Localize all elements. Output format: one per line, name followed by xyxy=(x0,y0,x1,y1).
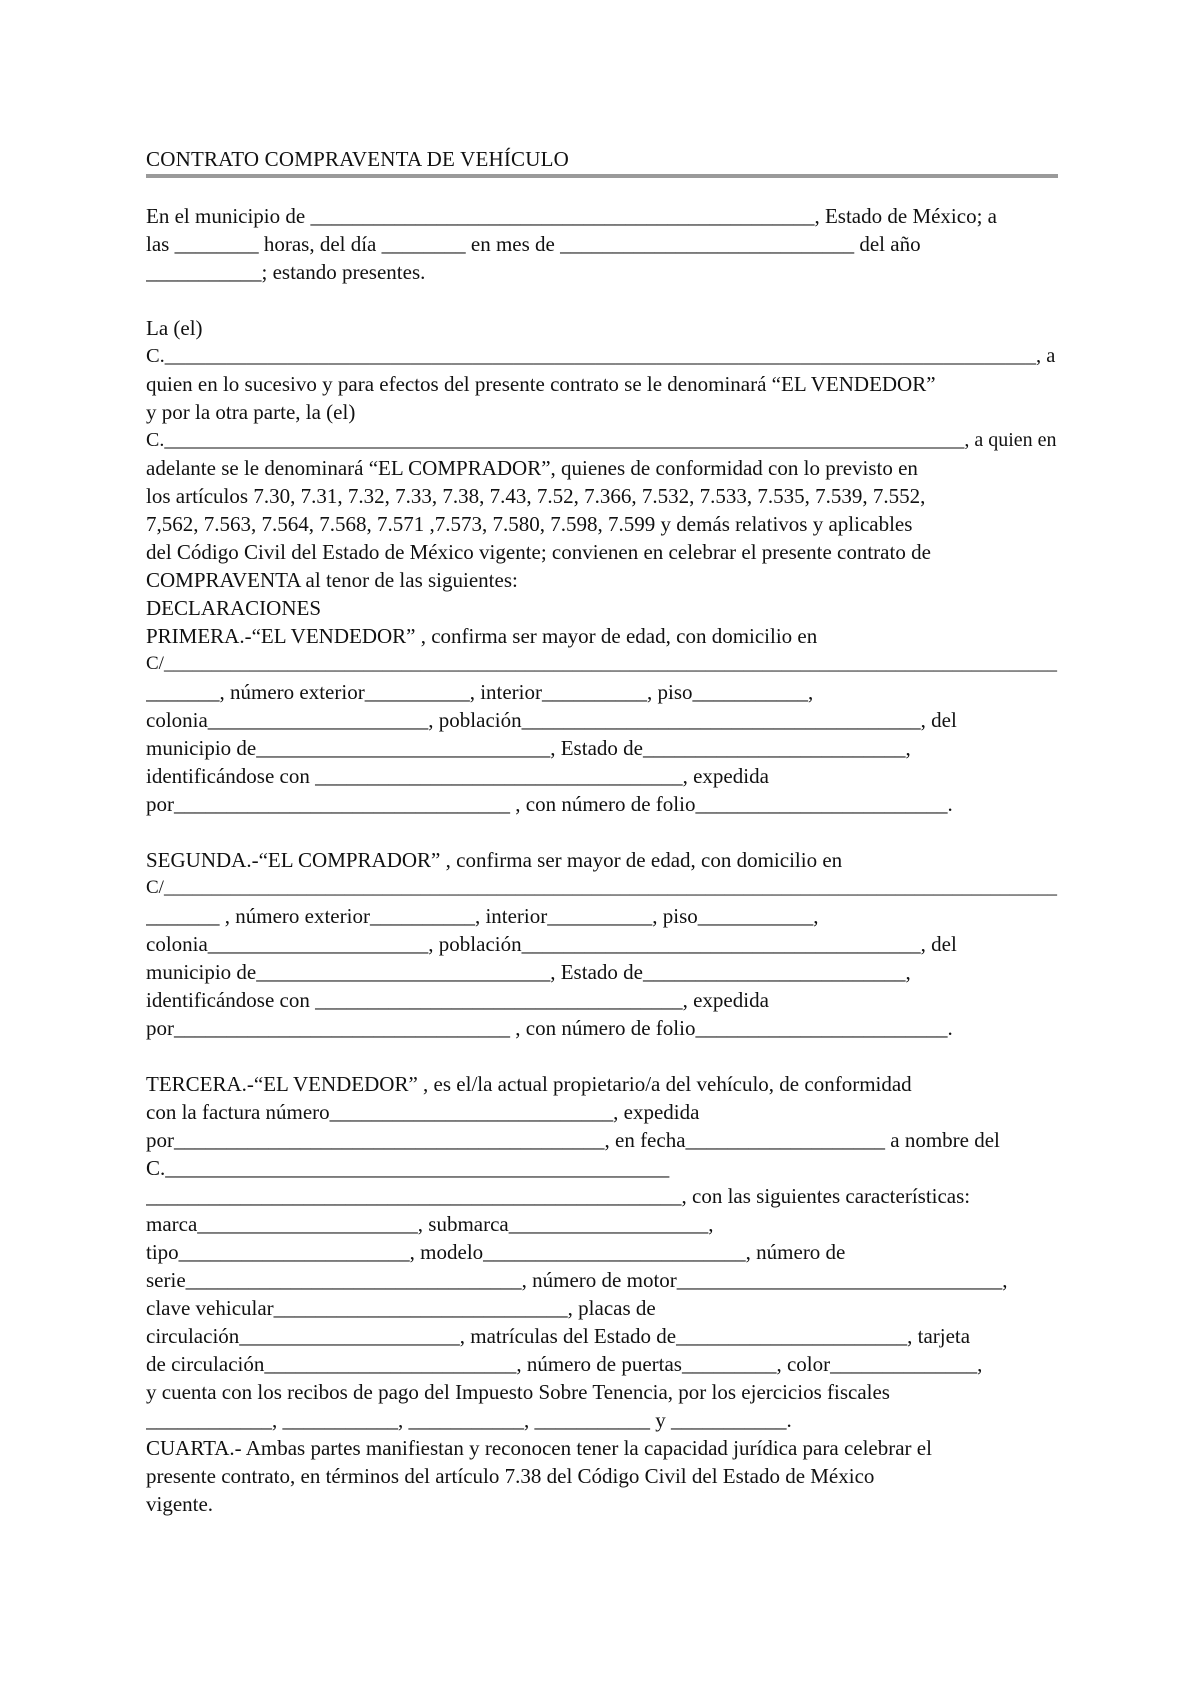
document-body xyxy=(146,202,1058,1518)
text-line: identificándose con ___________________________________, expedida xyxy=(146,764,769,788)
text-line: circulación_____________________, matrículas del Estado de______________________, tarjeta xyxy=(146,1324,971,1348)
paragraph-intro xyxy=(146,202,1058,286)
paragraph-spacer xyxy=(146,286,1058,314)
paragraph-spacer xyxy=(146,1042,1058,1070)
text-line: C.________________________________________________________________________________, a quien en xyxy=(146,429,1057,451)
text-line: TERCERA.-“EL VENDEDOR” , es el/la actual propietario/a del vehículo, de conformidad xyxy=(146,1072,912,1096)
text-line: por________________________________ , con número de folio________________________. xyxy=(146,1016,953,1040)
text-line: y por la otra parte, la (el) xyxy=(146,400,356,424)
title-block xyxy=(146,146,1058,178)
text-line: COMPRAVENTA al tenor de las siguientes: xyxy=(146,568,518,592)
text-line: los artículos 7.30, 7.31, 7.32, 7.33, 7.38, 7.43, 7.52, 7.366, 7.532, 7.533, 7.535, 7.539, 7.552, xyxy=(146,484,926,508)
text-line: C._____________________________________________________________________________________, a xyxy=(146,345,1056,367)
text-line: las ________ horas, del día ________ en mes de ____________________________ del año xyxy=(146,232,921,256)
document-title: CONTRATO COMPRAVENTA DE VEHÍCULO xyxy=(146,147,570,171)
text-line: colonia_____________________, población______________________________________, del xyxy=(146,932,957,956)
text-line: municipio de____________________________, Estado de_________________________, xyxy=(146,736,911,760)
paragraph-tercera xyxy=(146,1070,1058,1518)
text-line: SEGUNDA.-“EL COMPRADOR” , confirma ser mayor de edad, con domicilio en xyxy=(146,848,843,872)
text-line: presente contrato, en términos del artículo 7.38 del Código Civil del Estado de México xyxy=(146,1464,875,1488)
text-line: marca_____________________, submarca___________________, xyxy=(146,1212,714,1236)
text-line: ___________; estando presentes. xyxy=(146,260,426,284)
text-line: vigente. xyxy=(146,1492,214,1516)
text-line: con la factura número___________________________, expedida xyxy=(146,1100,700,1124)
text-line: serie________________________________, número de motor_______________________________, xyxy=(146,1268,1008,1292)
text-line: _______, número exterior__________, interior__________, piso___________, xyxy=(146,680,814,704)
paragraph-segunda xyxy=(146,846,1058,1042)
text-line: La (el) xyxy=(146,316,203,340)
text-line: CUARTA.- Ambas partes manifiestan y reconocen tener la capacidad jurídica para celebrar el xyxy=(146,1436,932,1460)
text-line: En el municipio de ________________________________________________, Estado de México; a xyxy=(146,204,997,228)
paragraph-spacer xyxy=(146,818,1058,846)
title-underline xyxy=(146,174,1058,178)
text-line: identificándose con ___________________________________, expedida xyxy=(146,988,769,1012)
text-line: por________________________________ , con número de folio________________________. xyxy=(146,792,953,816)
text-line: ____________, ___________, ___________, ___________ y ___________. xyxy=(146,1408,792,1432)
text-line: C/______________________________________________________________________________________________ xyxy=(146,653,1057,674)
text-line: de circulación________________________, número de puertas_________, color______________, xyxy=(146,1352,983,1376)
text-line: tipo______________________, modelo_________________________, número de xyxy=(146,1240,846,1264)
text-line: quien en lo sucesivo y para efectos del presente contrato se le denominará “EL VENDEDOR” xyxy=(146,372,936,396)
text-line: DECLARACIONES xyxy=(146,596,322,620)
text-line: ___________________________________________________, con las siguientes características: xyxy=(146,1184,971,1208)
text-line: PRIMERA.-“EL VENDEDOR” , confirma ser mayor de edad, con domicilio en xyxy=(146,624,818,648)
text-line: _______ , número exterior__________, interior__________, piso___________, xyxy=(146,904,819,928)
text-line: y cuenta con los recibos de pago del Impuesto Sobre Tenencia, por los ejercicios fiscales xyxy=(146,1380,890,1404)
text-line: adelante se le denominará “EL COMPRADOR”, quienes de conformidad con lo previsto en xyxy=(146,456,918,480)
text-line: C/______________________________________________________________________________________________ xyxy=(146,877,1057,898)
paragraph-partes xyxy=(146,314,1058,818)
text-line: municipio de____________________________, Estado de_________________________, xyxy=(146,960,911,984)
text-line: clave vehicular____________________________, placas de xyxy=(146,1296,656,1320)
text-line: colonia_____________________, población______________________________________, del xyxy=(146,708,957,732)
text-line: por_________________________________________, en fecha___________________ a nombre del xyxy=(146,1128,1000,1152)
text-line: 7,562, 7.563, 7.564, 7.568, 7.571 ,7.573, 7.580, 7.598, 7.599 y demás relativos y aplicables xyxy=(146,512,913,536)
text-line: C.________________________________________________ xyxy=(146,1156,670,1180)
text-line: del Código Civil del Estado de México vigente; convienen en celebrar el presente contrato de xyxy=(146,540,931,564)
